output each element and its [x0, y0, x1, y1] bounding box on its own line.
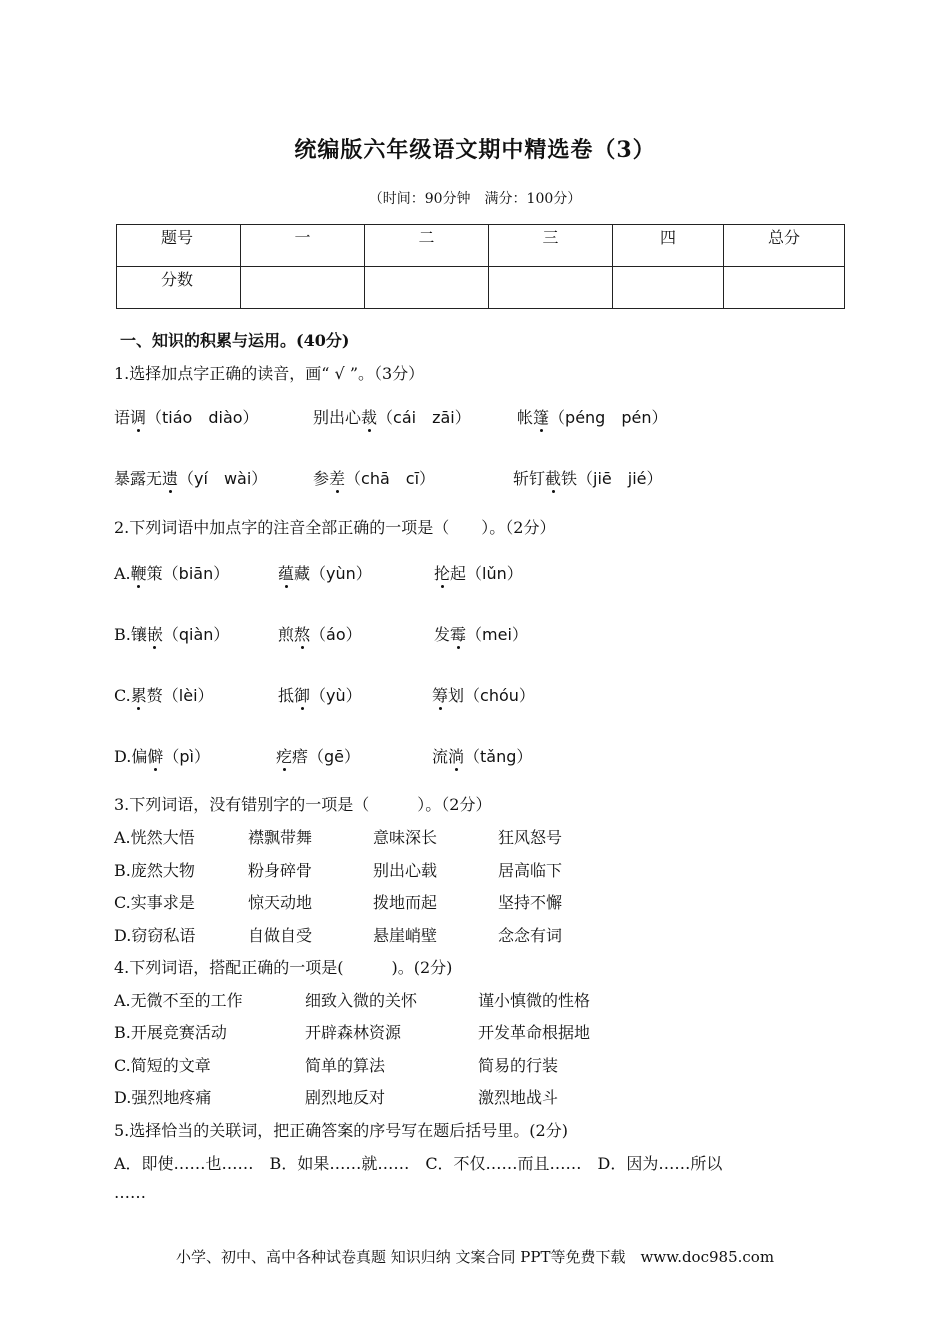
option-item	[432, 683, 535, 706]
dotted-char: 蕴	[278, 564, 295, 583]
item-pinyin: （áo）	[310, 625, 362, 644]
word-item: 粉身碎骨	[248, 861, 313, 880]
word-item: B.庞然大物	[114, 861, 195, 880]
dotted-char: 遗	[162, 469, 179, 488]
score-header-cell: 一	[241, 225, 365, 267]
dotted-char: 熬	[294, 625, 311, 644]
dotted-char: 累	[130, 686, 147, 705]
score-header-cell: 题号	[117, 225, 241, 267]
pinyin-item	[114, 405, 259, 428]
exam-info: （时间：90分钟 满分：100分）	[368, 191, 582, 207]
score-cell[interactable]	[489, 267, 613, 309]
word-item: 拨地而起	[373, 893, 438, 912]
word-item: 别出心载	[373, 861, 438, 880]
dotted-char: 淌	[448, 747, 465, 766]
item-pinyin: （yù）	[310, 686, 362, 705]
item-pinyin: （cái zāi）	[377, 408, 471, 427]
word-item: 狂风怒号	[498, 828, 563, 847]
item-pinyin: （tiáo diào）	[146, 408, 259, 427]
phrase-item: 谨小慎微的性格	[478, 991, 591, 1010]
phrase-item: 开发革命根据地	[478, 1023, 591, 1042]
word-item: 坚持不懈	[498, 893, 563, 912]
word-item: 襟飘带舞	[248, 828, 313, 847]
pinyin-item	[517, 405, 667, 428]
item-pinyin: （péng pén）	[549, 408, 668, 427]
item-pinyin: 划（chóu）	[448, 686, 535, 705]
item-text: C.	[114, 686, 131, 705]
word-item: A.恍然大悟	[114, 828, 195, 847]
score-table-score-row	[117, 267, 845, 309]
item-pinyin: 赘（lèi）	[146, 686, 214, 705]
item-text: 帐	[517, 408, 534, 427]
item-text: 语	[114, 408, 131, 427]
item-text: B.镶	[114, 625, 147, 644]
pinyin-item	[114, 466, 267, 489]
item-pinyin: 起（lǔn）	[450, 564, 523, 583]
phrase-item: 细致入微的关怀	[305, 991, 418, 1010]
item-text: 暴露无	[114, 469, 163, 488]
dotted-char: 御	[294, 686, 311, 705]
phrase-item: A.无微不至的工作	[114, 991, 243, 1010]
dotted-char: 鞭	[130, 564, 147, 583]
dotted-char: 调	[130, 408, 147, 427]
phrase-item: 开辟森林资源	[305, 1023, 402, 1042]
score-cell[interactable]	[724, 267, 845, 309]
dotted-char: 篷	[533, 408, 550, 427]
score-row-label: 分数	[117, 267, 241, 309]
option-item	[278, 622, 362, 645]
word-item: 惊天动地	[248, 893, 313, 912]
option-item	[432, 744, 532, 767]
option-item	[114, 744, 210, 767]
score-header-cell: 二	[365, 225, 489, 267]
item-pinyin: （tǎng）	[464, 747, 533, 766]
dotted-char: 差	[329, 469, 346, 488]
item-text: 参	[313, 469, 330, 488]
dotted-char: 僻	[147, 747, 164, 766]
score-header-cell: 四	[613, 225, 724, 267]
option-item	[114, 622, 229, 645]
dotted-char: 裁	[361, 408, 378, 427]
option-item	[114, 561, 229, 584]
dotted-char: 抡	[434, 564, 451, 583]
page-title: 统编版六年级语文期中精选卷（3）	[294, 137, 656, 163]
item-pinyin: 策（biān）	[146, 564, 230, 583]
option-item	[278, 683, 362, 706]
dotted-char: 疙	[276, 747, 293, 766]
score-header-cell: 三	[489, 225, 613, 267]
option-item	[276, 744, 360, 767]
score-table	[116, 224, 845, 309]
pinyin-item	[313, 405, 471, 428]
score-cell[interactable]	[613, 267, 724, 309]
item-text: 抵	[278, 686, 295, 705]
item-pinyin: （pì）	[163, 747, 210, 766]
dotted-char: 截	[545, 469, 562, 488]
phrase-item: B.开展竞赛活动	[114, 1023, 227, 1042]
phrase-item: 简单的算法	[305, 1056, 386, 1075]
item-text: 斩钉	[513, 469, 546, 488]
phrase-item: 简易的行装	[478, 1056, 559, 1075]
score-cell[interactable]	[365, 267, 489, 309]
question-5-continuation: ……	[114, 1183, 146, 1202]
item-text: 发	[434, 625, 451, 644]
item-pinyin: （mei）	[466, 625, 528, 644]
question-5-stem: 5.选择恰当的关联词，把正确答案的序号写在题后括号里。(2分)	[114, 1121, 568, 1140]
dotted-char: 筹	[432, 686, 449, 705]
word-item: D.窃窃私语	[114, 926, 196, 945]
question-2-stem: 2.下列词语中加点字的注音全部正确的一项是（ ）。（2分）	[114, 518, 556, 537]
item-pinyin: （qiàn）	[162, 625, 230, 644]
dotted-char: 嵌	[146, 625, 163, 644]
score-table-header-row	[117, 225, 845, 267]
item-pinyin: （chā cī）	[345, 469, 436, 488]
word-item: 悬崖峭壁	[373, 926, 438, 945]
phrase-item: C.简短的文章	[114, 1056, 211, 1075]
phrase-item: 激烈地战斗	[478, 1088, 559, 1107]
pinyin-item	[313, 466, 435, 489]
option-item	[278, 561, 372, 584]
item-pinyin: 藏（yùn）	[294, 564, 372, 583]
item-pinyin: 铁（jiē jié）	[561, 469, 663, 488]
item-text: D.偏	[114, 747, 148, 766]
score-cell[interactable]	[241, 267, 365, 309]
question-5-options: A．即使……也…… B．如果……就…… C．不仅……而且…… D．因为……所以	[114, 1154, 723, 1173]
item-text: 煎	[278, 625, 295, 644]
option-item	[114, 683, 214, 706]
word-item: C.实事求是	[114, 893, 195, 912]
word-item: 自做自受	[248, 926, 313, 945]
score-header-cell: 总分	[724, 225, 845, 267]
dotted-char: 霉	[450, 625, 467, 644]
item-text: A.	[114, 564, 131, 583]
item-text: 别出心	[313, 408, 362, 427]
question-3-stem: 3.下列词语，没有错别字的一项是（ ）。（2分）	[114, 795, 492, 814]
option-item	[434, 622, 528, 645]
word-item: 意味深长	[373, 828, 438, 847]
question-4-stem: 4.下列词语，搭配正确的一项是( )。(2分)	[114, 958, 453, 977]
section-heading: 一、知识的积累与运用。(40分)	[120, 331, 350, 350]
word-item: 念念有词	[498, 926, 563, 945]
word-item: 居高临下	[498, 861, 563, 880]
item-pinyin: （yí wài）	[178, 469, 268, 488]
phrase-item: D.强烈地疼痛	[114, 1088, 212, 1107]
phrase-item: 剧烈地反对	[305, 1088, 386, 1107]
pinyin-item	[513, 466, 663, 489]
page-footer: 小学、初中、高中各种试卷真题 知识归纳 文案合同 PPT等免费下载 www.doc985.com	[175, 1248, 775, 1266]
option-item	[434, 561, 523, 584]
item-text: 流	[432, 747, 449, 766]
item-pinyin: 瘩（gē）	[292, 747, 361, 766]
question-1-stem: 1.选择加点字正确的读音，画“ √ ”。（3分）	[114, 364, 425, 383]
